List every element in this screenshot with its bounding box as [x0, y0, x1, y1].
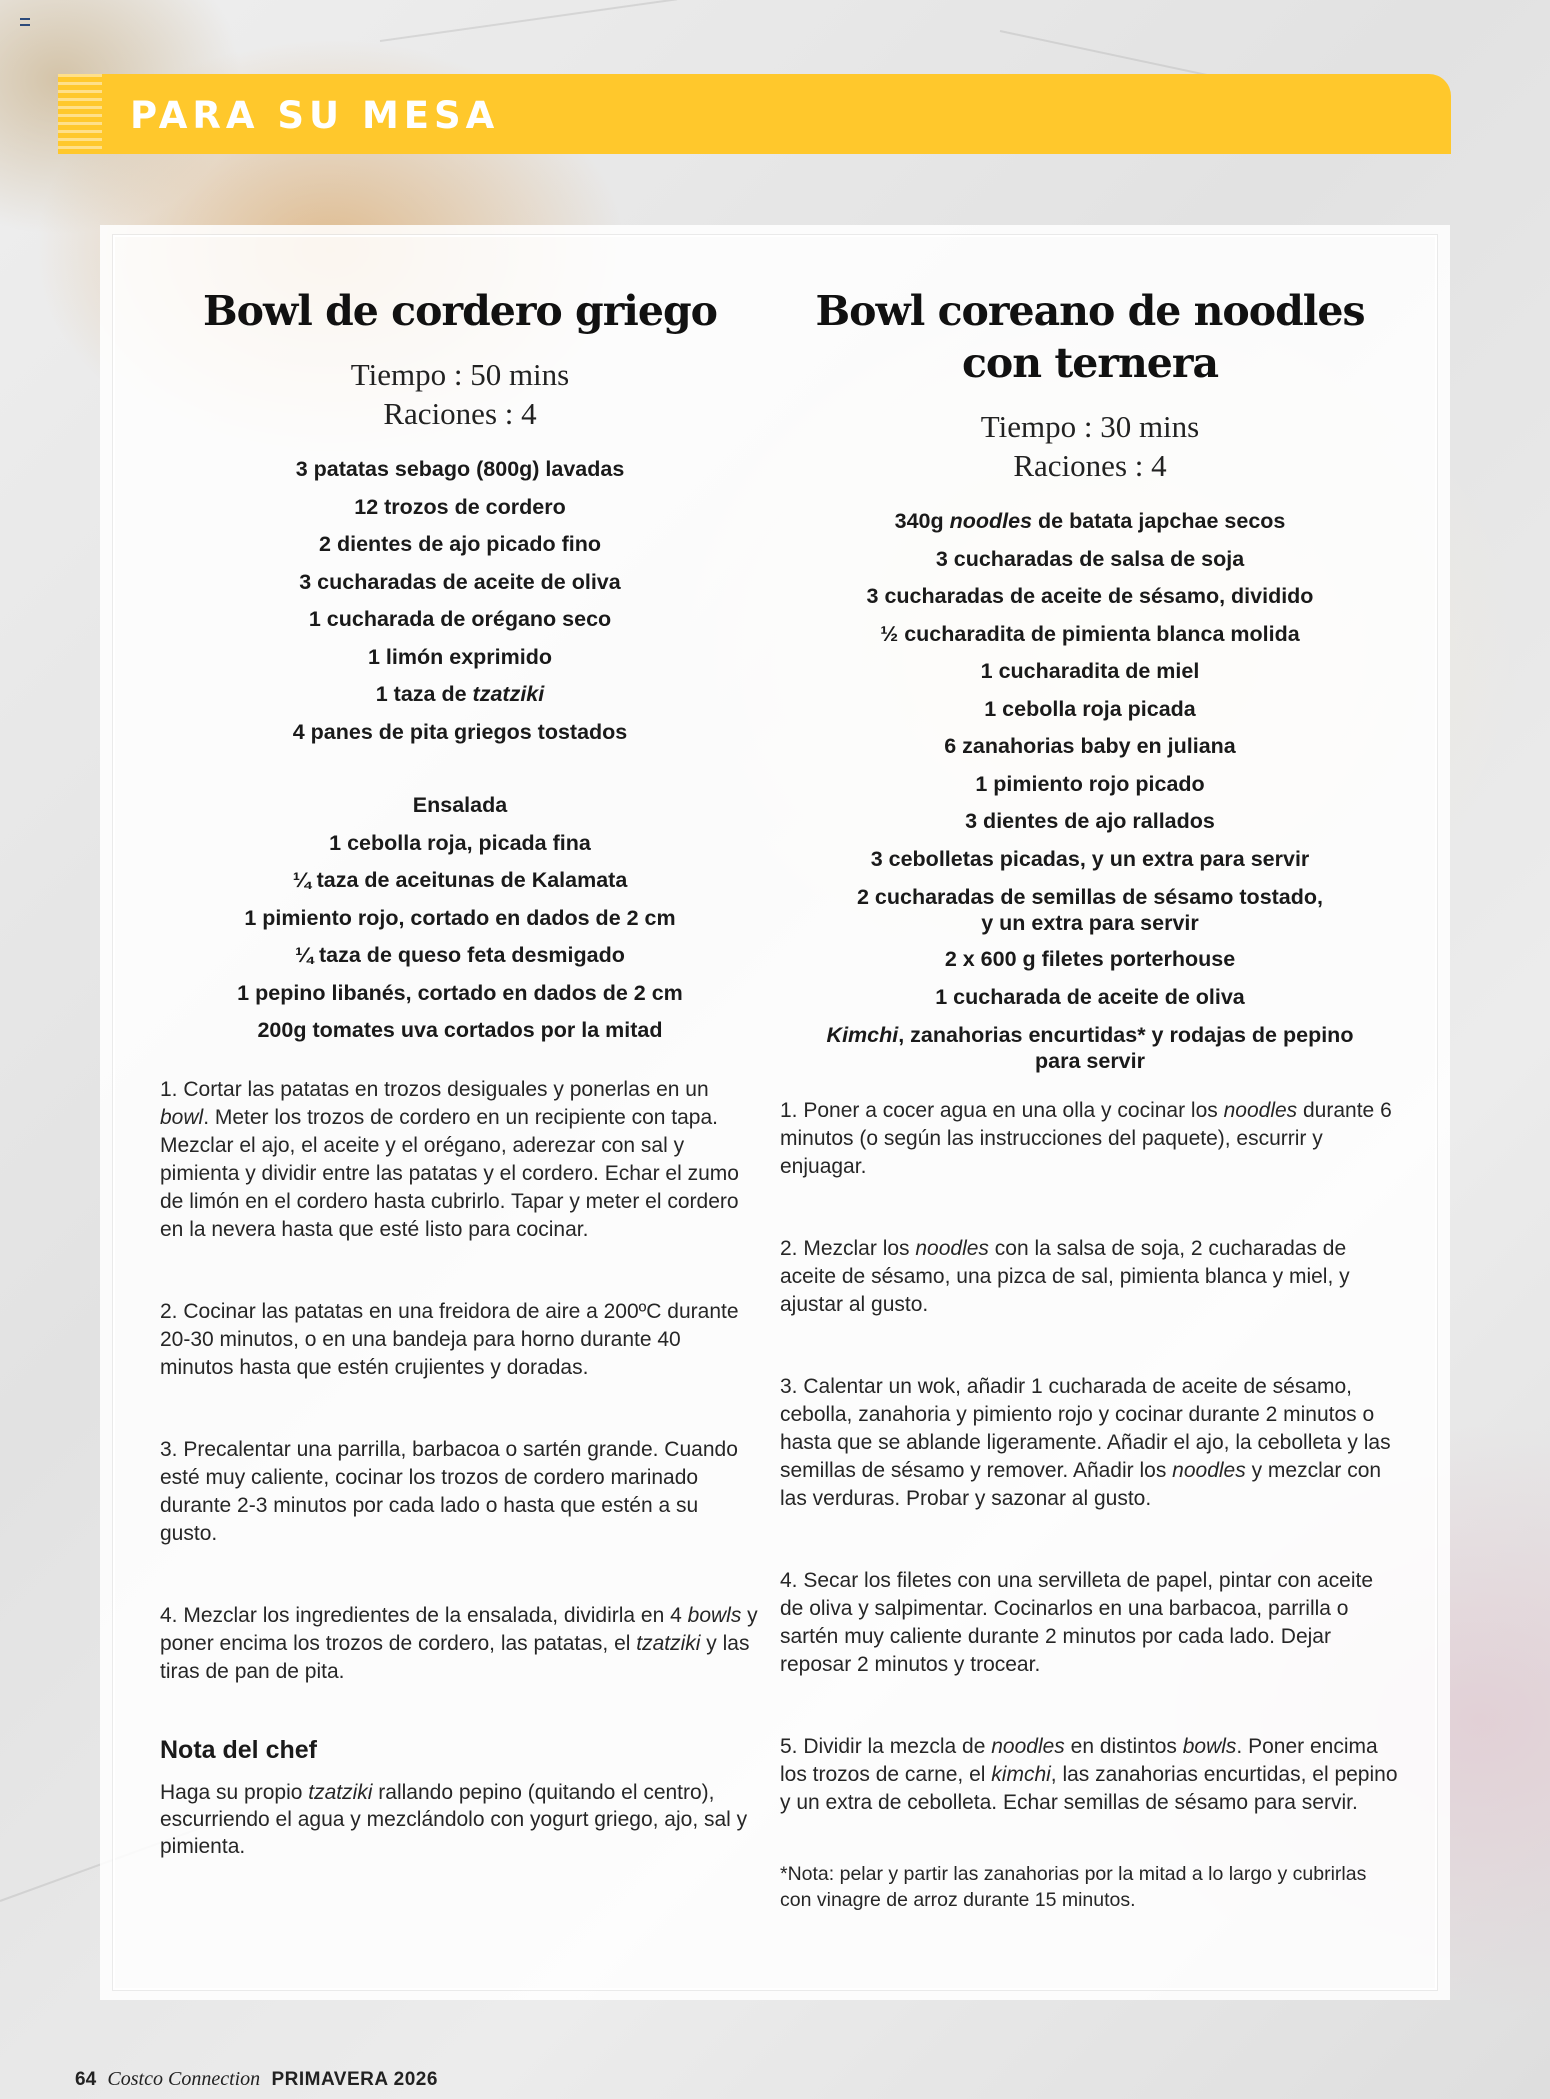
method-step	[780, 1733, 1400, 1817]
ingredient-text: de batata japchae secos	[1032, 509, 1286, 533]
salad-item: 1 pimiento rojo, cortado en dados de 2 cm	[244, 905, 676, 930]
step-text: 1. Cortar las patatas en trozos desiguales y ponerlas en un	[160, 1077, 709, 1101]
ingredient-item: 1 cucharada de aceite de oliva	[935, 984, 1245, 1009]
ingredient-item: 3 cucharadas de salsa de soja	[935, 546, 1245, 571]
step-text: 5. Dividir la mezcla de	[780, 1735, 992, 1758]
ingredient-item: 3 patatas sebago (800g) lavadas	[295, 457, 625, 481]
step-emphasis: bowl	[160, 1105, 204, 1129]
recipe-servings: Raciones : 4	[1013, 448, 1167, 483]
step-text: en distintos	[1064, 1735, 1183, 1758]
ingredient-item: 1 pimiento rojo picado	[975, 771, 1205, 796]
step-text: . Meter los trozos de cordero en un recipiente con tapa. Mezclar el ajo, el aceite y el orégano, aderezar con sal y pimienta y dividir entre las patatas y el cordero. Echar el zumo de limón en el cordero hasta cubrirlo. Tapar y meter el cordero en la nevera hasta que esté listo para cocinar.	[160, 1105, 739, 1241]
recipe-time: Tiempo : 50 mins	[350, 357, 570, 392]
salad-item: 1 cebolla roja, picada fina	[329, 830, 591, 855]
step-text: y mezclar con las verduras. Probar y sazonar al gusto.	[780, 1459, 1382, 1510]
method-steps	[160, 1076, 760, 1686]
ingredient-item	[780, 1016, 1400, 1079]
ingredient-emphasis: noodles	[949, 509, 1033, 533]
chef-text: Haga su propio	[160, 1780, 309, 1804]
ingredient-item: 3 cucharadas de aceite de oliva	[299, 569, 621, 594]
ingredient-text: , zanahorias encurtidas* y rodajas de pepino	[898, 1023, 1354, 1047]
ingredient-emphasis: Kimchi	[826, 1023, 899, 1047]
step-emphasis: kimchi	[991, 1763, 1051, 1786]
chef-text: rallando pepino (quitando el centro), escurriendo el agua y mezclándolo con yogurt griego, ajo, sal y pimienta.	[160, 1780, 748, 1858]
step-emphasis: noodles	[991, 1735, 1065, 1758]
ingredient-text: y un extra para servir	[981, 911, 1199, 935]
ingredient-item: 3 cucharadas de aceite de sésamo, dividido	[866, 584, 1314, 608]
ingredient-list	[780, 503, 1400, 1079]
ingredient-item: 4 panes de pita griegos tostados	[292, 719, 628, 744]
salad-list	[160, 787, 760, 1050]
step-emphasis: noodles	[915, 1237, 989, 1260]
menu-icon	[20, 18, 30, 26]
magazine-name: Costco Connection	[107, 2068, 261, 2090]
section-title: PARA SU MESA	[130, 94, 500, 137]
recipe-servings: Raciones : 4	[383, 396, 537, 431]
step-text: 2. Mezclar los	[780, 1237, 916, 1260]
marble-vein	[380, 0, 677, 42]
ingredient-emphasis: tzatziki	[472, 682, 545, 706]
step-emphasis: tzatziki	[636, 1631, 701, 1655]
ingredient-list	[160, 451, 760, 751]
ingredient-text: 2 cucharadas de semillas de sésamo tostado,	[856, 885, 1324, 909]
recipe-title-line: con ternera	[961, 339, 1219, 387]
ingredient-item	[780, 878, 1400, 941]
step-emphasis: noodles	[1172, 1459, 1246, 1482]
method-step: 3. Precalentar una parrilla, barbacoa o sartén grande. Cuando esté muy caliente, cocinar los trozos de cordero marinado durante 2-3 minutos por cada lado o hasta que estén a su gusto.	[160, 1437, 738, 1545]
chef-note-heading: Nota del chef	[160, 1735, 317, 1764]
chef-emphasis: tzatziki	[308, 1780, 373, 1804]
ingredient-item: 12 trozos de cordero	[354, 494, 566, 519]
ingredient-text: 1 taza de	[375, 682, 473, 706]
recipe-title	[780, 285, 1400, 389]
step-text: y poner encima los trozos de cordero, las patatas, el	[160, 1603, 758, 1655]
page-number: 64	[75, 2069, 97, 2090]
ingredient-item: 1 cucharadita de miel	[980, 659, 1200, 683]
ingredient-item: 3 cebolletas picadas, y un extra para servir	[870, 846, 1310, 871]
step-text: 1. Poner a cocer agua en una olla y cocinar los	[780, 1099, 1224, 1122]
step-text: . Poner encima los trozos de carne, el	[780, 1735, 1378, 1786]
step-text: 4. Mezclar los ingredientes de la ensalada, dividirla en 4	[160, 1603, 688, 1627]
method-step	[160, 1076, 760, 1244]
salad-item: ¼ taza de aceitunas de Kalamata	[292, 868, 628, 892]
recipe-title: Bowl de cordero griego	[202, 287, 717, 335]
method-step	[780, 1097, 1400, 1181]
chef-note-text	[160, 1779, 760, 1860]
ingredient-item: 2 x 600 g filetes porterhouse	[944, 947, 1236, 971]
salad-item: ¼ taza de queso feta desmigado	[295, 943, 625, 967]
salad-item: 1 pepino libanés, cortado en dados de 2 cm	[237, 980, 683, 1005]
method-step	[780, 1373, 1400, 1513]
step-emphasis: bowls	[1182, 1735, 1237, 1758]
step-emphasis: noodles	[1223, 1099, 1298, 1122]
step-text: 3. Calentar un wok, añadir 1 cucharada de aceite de sésamo, cebolla, zanahoria y pimiento rojo y cocinar durante 2 minutos o hasta que se ablande ligeramente. Añadir el ajo, la cebolleta y las semillas de sésamo y remover. Añadir los	[780, 1375, 1391, 1482]
recipe-time: Tiempo : 30 mins	[980, 409, 1200, 444]
ingredient-text: 340g	[894, 509, 950, 533]
step-text: , las zanahorias encurtidas, el pepino y un extra de cebolleta. Echar semillas de sésamo para servir.	[780, 1763, 1398, 1814]
salad-item: 200g tomates uva cortados por la mitad	[257, 1018, 663, 1042]
salad-heading: Ensalada	[412, 793, 508, 817]
method-step: 2. Cocinar las patatas en una freidora de aire a 200ºC durante 20-30 minutos, o en una bandeja para horno durante 40 minutos hasta que estén crujientes y doradas.	[160, 1299, 739, 1379]
method-steps	[780, 1097, 1400, 1817]
ingredient-item	[780, 503, 1400, 541]
step-text: durante 6 minutos (o según las instrucciones del paquete), escurrir y enjuagar.	[780, 1099, 1392, 1178]
step-text: con la salsa de soja, 2 cucharadas de aceite de sésamo, una pizca de sal, pimienta blanca y miel, y ajustar al gusto.	[780, 1237, 1350, 1316]
footnote: *Nota: pelar y partir las zanahorias por la mitad a lo largo y cubrirlas con vinagre de arroz durante 15 minutos.	[780, 1863, 1367, 1911]
banner-stripes	[58, 74, 102, 154]
issue-season: PRIMAVERA 2026	[271, 2069, 438, 2090]
method-step	[780, 1235, 1400, 1319]
ingredient-item: 3 dientes de ajo rallados	[965, 809, 1215, 833]
ingredient-item: ½ cucharadita de pimienta blanca molida	[880, 621, 1300, 646]
ingredient-item: 1 limón exprimido	[368, 644, 552, 669]
method-step: 4. Secar los filetes con una servilleta de papel, pintar con aceite de oliva y salpimentar. Cocinarlos en una barbacoa, parrilla o sartén muy caliente durante 2 minutos por cada lado. Dejar reposar 2 minutos y trocear.	[780, 1569, 1374, 1676]
recipe-korean-noodles	[780, 285, 1400, 1913]
page-footer	[75, 2068, 438, 2091]
method-step	[160, 1602, 760, 1686]
recipe-greek-lamb	[160, 285, 760, 1860]
step-emphasis: bowls	[687, 1603, 742, 1627]
ingredient-item: 2 dientes de ajo picado fino	[319, 532, 601, 556]
recipe-title-line: Bowl coreano de noodles	[815, 287, 1365, 335]
ingredient-item	[160, 676, 760, 714]
section-banner	[58, 74, 1451, 154]
ingredient-item: 1 cucharada de orégano seco	[308, 607, 612, 631]
ingredient-item: 6 zanahorias baby en juliana	[944, 734, 1236, 758]
ingredient-text: para servir	[1035, 1049, 1145, 1073]
ingredient-item: 1 cebolla roja picada	[984, 696, 1196, 721]
step-text: y las tiras de pan de pita.	[160, 1631, 750, 1683]
